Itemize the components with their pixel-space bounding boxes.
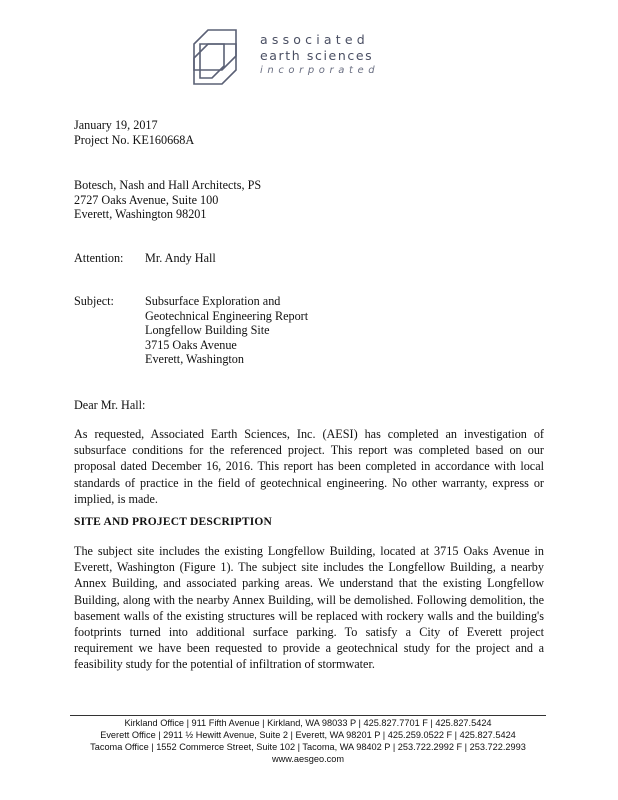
footer-tacoma-office: Tacoma Office | 1552 Commerce Street, Suite 102 | Tacoma, WA 98402 P | 253.722.2992 F | 253.722.2993 xyxy=(90,742,526,752)
footer-everett-office: Everett Office | 2911 ½ Hewitt Avenue, Suite 2 | Everett, WA 98201 P | 425.259.0522 F | 425.827.5424 xyxy=(100,730,516,740)
subject-line-3: Longfellow Building Site xyxy=(145,323,270,337)
recipient-line-3: Everett, Washington 98201 xyxy=(74,207,207,221)
company-name-line2: earth sciences xyxy=(260,48,374,63)
recipient-line-2: 2727 Oaks Avenue, Suite 100 xyxy=(74,193,219,207)
attention-label: Attention: xyxy=(74,251,124,265)
company-name-line1: associated xyxy=(260,32,369,47)
company-logo xyxy=(188,26,418,96)
letter-date: January 19, 2017 xyxy=(74,118,158,132)
footer-divider xyxy=(70,715,546,716)
recipient-line-1: Botesch, Nash and Hall Architects, PS xyxy=(74,178,262,192)
subject-line-4: 3715 Oaks Avenue xyxy=(145,338,237,352)
company-logo-mark-icon xyxy=(188,26,250,88)
subject-line-1: Subsurface Exploration and xyxy=(145,294,281,308)
intro-paragraph: As requested, Associated Earth Sciences, Inc. (AESI) has completed an investigation of subsurface conditions for the referenced project. This report was completed based on our proposal dated December 16, 2016. This report has been completed in accordance with local standards of practice in the field of geotechnical engineering. No other warranty, express or implied, is made. xyxy=(74,427,544,506)
subject-label: Subject: xyxy=(74,294,114,308)
project-number: Project No. KE160668A xyxy=(74,133,195,147)
company-logo-wordmark xyxy=(260,32,379,78)
section-heading: SITE AND PROJECT DESCRIPTION xyxy=(74,516,273,528)
subject-line-5: Everett, Washington xyxy=(145,352,244,366)
subject-line-2: Geotechnical Engineering Report xyxy=(145,309,309,323)
footer-kirkland-office: Kirkland Office | 911 Fifth Avenue | Kirkland, WA 98033 P | 425.827.7701 F | 425.827.5424 xyxy=(124,718,492,728)
company-name-line3: incorporated xyxy=(260,65,380,76)
site-description-paragraph: The subject site includes the existing Longfellow Building, located at 3715 Oaks Avenue in Everett, Washington (Figure 1). The subject site includes the Longfellow Building, a nearby Annex Building, and associated parking areas. We understand that the existing Longfellow Building, along with the nearby Annex Building, will be demolished. Following demolition, the basement walls of the existing structures will be replaced with rockery walls and the building's footprints turned into additional surface parking. To satisfy a City of Everett project requirement we have been requested to provide a geotechnical study for the project and a feasibility study for the potential of infiltration of stormwater. xyxy=(74,544,544,672)
attention-value: Mr. Andy Hall xyxy=(145,251,216,265)
footer-website[interactable]: www.aesgeo.com xyxy=(271,754,344,764)
salutation: Dear Mr. Hall: xyxy=(74,398,146,412)
